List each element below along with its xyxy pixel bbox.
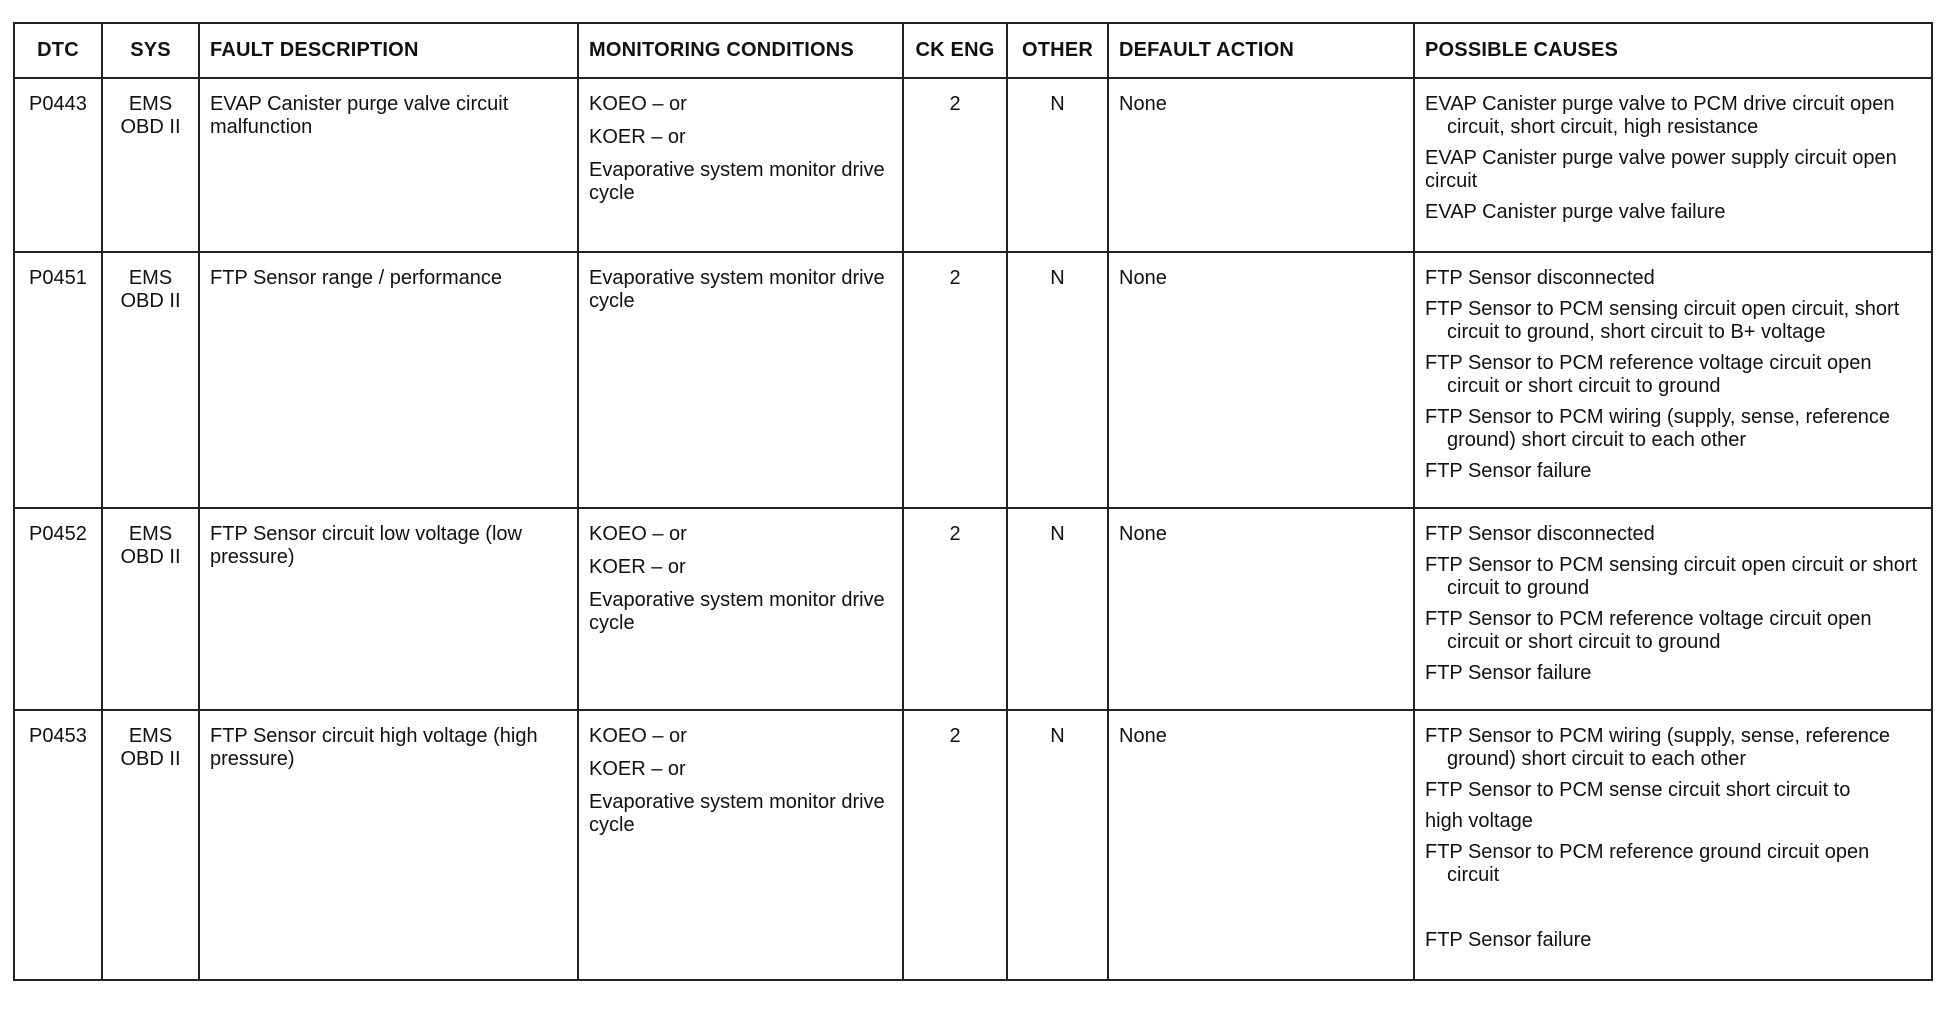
sys-line: OBD II (120, 116, 181, 138)
monitoring-cell (578, 710, 903, 980)
fault-description: FTP Sensor range / performance (199, 252, 578, 508)
ck-eng-value: 2 (903, 710, 1007, 980)
possible-cause: EVAP Canister purge valve failure (1425, 201, 1726, 223)
possible-cause: FTP Sensor disconnected (1425, 267, 1655, 289)
possible-cause: FTP Sensor failure (1425, 662, 1592, 684)
monitoring-condition: KOEO – or (589, 725, 687, 747)
causes-cell (1414, 508, 1932, 710)
header-ck-eng: CK ENG (903, 23, 1007, 78)
sys-cell (102, 78, 199, 252)
dtc-code: P0452 (14, 508, 102, 710)
other-value: N (1007, 508, 1108, 710)
header-default-action: DEFAULT ACTION (1108, 23, 1414, 78)
possible-cause: FTP Sensor to PCM wiring (supply, sense, reference ground) short circuit to each other (1425, 725, 1890, 770)
possible-cause: FTP Sensor failure (1425, 929, 1592, 951)
possible-cause: FTP Sensor disconnected (1425, 523, 1655, 545)
header-dtc: DTC (14, 23, 102, 78)
monitoring-condition: Evaporative system monitor drive cycle (589, 159, 885, 204)
possible-cause: FTP Sensor to PCM wiring (supply, sense, reference ground) short circuit to each other (1425, 406, 1890, 451)
ck-eng-value: 2 (903, 78, 1007, 252)
sys-cell (102, 508, 199, 710)
causes-cell (1414, 252, 1932, 508)
other-value: N (1007, 78, 1108, 252)
sys-line: OBD II (120, 290, 181, 312)
possible-cause: FTP Sensor failure (1425, 460, 1592, 482)
dtc-code: P0451 (14, 252, 102, 508)
monitoring-cell (578, 252, 903, 508)
possible-cause: FTP Sensor to PCM sense circuit short circuit to (1425, 779, 1851, 801)
header-fault-description: FAULT DESCRIPTION (199, 23, 578, 78)
sys-line: EMS (128, 267, 173, 289)
possible-cause: FTP Sensor to PCM sensing circuit open circuit, short circuit to ground, short circuit to B+ voltage (1425, 298, 1900, 343)
causes-cell (1414, 78, 1932, 252)
sys-line: EMS (128, 93, 173, 115)
possible-cause: EVAP Canister purge valve to PCM drive circuit open circuit, short circuit, high resistance (1425, 93, 1895, 138)
sys-line: OBD II (120, 748, 181, 770)
other-value: N (1007, 252, 1108, 508)
causes-cell (1414, 710, 1932, 980)
monitoring-condition: KOER – or (589, 126, 686, 148)
default-action: None (1108, 78, 1414, 252)
header-sys: SYS (102, 23, 199, 78)
dtc-code: P0443 (14, 78, 102, 252)
default-action: None (1108, 252, 1414, 508)
header-other: OTHER (1007, 23, 1108, 78)
sys-line: OBD II (120, 546, 181, 568)
ck-eng-value: 2 (903, 252, 1007, 508)
table-row (14, 252, 1932, 508)
monitoring-cell (578, 508, 903, 710)
possible-cause: EVAP Canister purge valve power supply circuit open circuit (1425, 147, 1897, 192)
possible-cause: FTP Sensor to PCM reference voltage circuit open circuit or short circuit to ground (1425, 608, 1872, 653)
ck-eng-value: 2 (903, 508, 1007, 710)
possible-cause: high voltage (1425, 810, 1533, 832)
monitoring-condition: Evaporative system monitor drive cycle (589, 267, 885, 312)
possible-cause: FTP Sensor to PCM reference voltage circuit open circuit or short circuit to ground (1425, 352, 1872, 397)
monitoring-condition: Evaporative system monitor drive cycle (589, 791, 885, 836)
monitoring-cell (578, 78, 903, 252)
monitoring-condition: KOER – or (589, 556, 686, 578)
header-possible-causes: POSSIBLE CAUSES (1414, 23, 1932, 78)
default-action: None (1108, 710, 1414, 980)
other-value: N (1007, 710, 1108, 980)
monitoring-condition: KOEO – or (589, 523, 687, 545)
fault-description: EVAP Canister purge valve circuit malfunction (199, 78, 578, 252)
table-row (14, 78, 1932, 252)
monitoring-condition: KOER – or (589, 758, 686, 780)
default-action: None (1108, 508, 1414, 710)
monitoring-condition: KOEO – or (589, 93, 687, 115)
monitoring-condition: Evaporative system monitor drive cycle (589, 589, 885, 634)
fault-description: FTP Sensor circuit high voltage (high pressure) (199, 710, 578, 980)
sys-line: EMS (128, 523, 173, 545)
table-row (14, 710, 1932, 980)
sys-cell (102, 710, 199, 980)
possible-cause: FTP Sensor to PCM reference ground circuit open circuit (1425, 841, 1870, 886)
fault-description: FTP Sensor circuit low voltage (low pressure) (199, 508, 578, 710)
sys-cell (102, 252, 199, 508)
table-row (14, 508, 1932, 710)
possible-cause: FTP Sensor to PCM sensing circuit open circuit or short circuit to ground (1425, 554, 1918, 599)
header-monitoring-conditions: MONITORING CONDITIONS (578, 23, 903, 78)
sys-line: EMS (128, 725, 173, 747)
dtc-table (13, 22, 1933, 981)
header-row (14, 23, 1932, 78)
dtc-code: P0453 (14, 710, 102, 980)
